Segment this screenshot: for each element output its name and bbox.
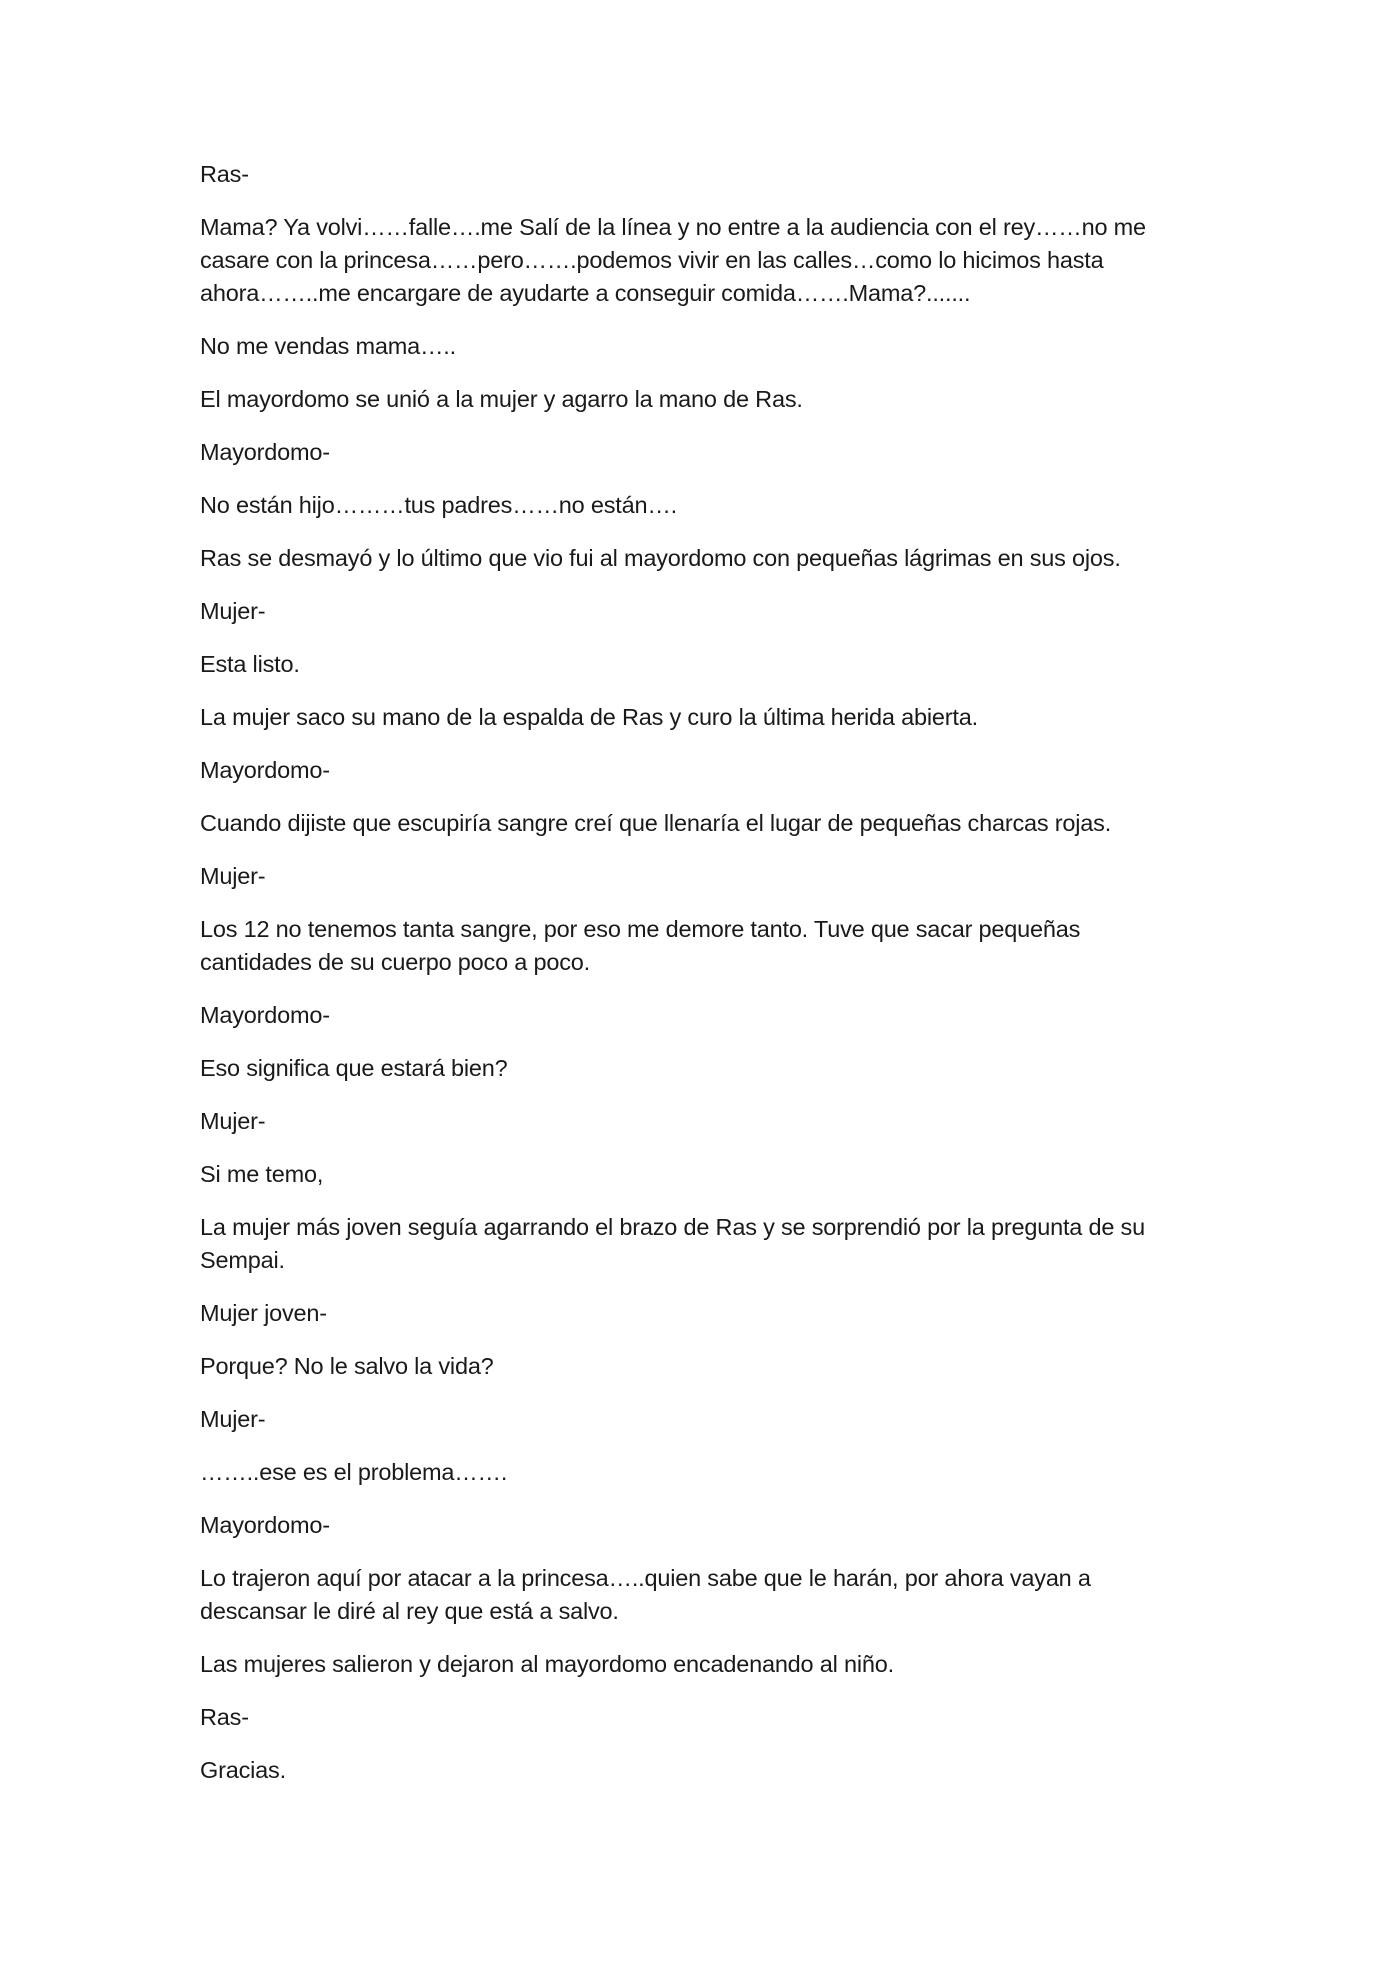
paragraph <box>200 436 1170 469</box>
text-line: descansar le diré al rey que está a salvo. <box>200 1598 619 1624</box>
text-line: Mayordomo- <box>200 757 330 783</box>
text-line: Mayordomo- <box>200 439 330 465</box>
text-line: ……..ese es el problema……. <box>200 1459 508 1485</box>
paragraph <box>200 807 1170 840</box>
paragraph <box>200 1158 1170 1191</box>
paragraph <box>200 158 1170 191</box>
paragraph <box>200 1562 1170 1628</box>
paragraph <box>200 754 1170 787</box>
paragraph <box>200 211 1170 310</box>
paragraph <box>200 1701 1170 1734</box>
text-line: casare con la princesa……pero…….podemos vivir en las calles…como lo hicimos hasta <box>200 247 1104 273</box>
paragraph <box>200 1456 1170 1489</box>
text-line: Si me temo, <box>200 1161 324 1187</box>
paragraph <box>200 913 1170 979</box>
text-line: Eso significa que estará bien? <box>200 1055 508 1081</box>
text-line: No están hijo………tus padres……no están…. <box>200 492 677 518</box>
text-line: La mujer más joven seguía agarrando el brazo de Ras y se sorprendió por la pregunta de su <box>200 1214 1145 1240</box>
text-line: Porque? No le salvo la vida? <box>200 1353 494 1379</box>
text-line: Mujer joven- <box>200 1300 327 1326</box>
paragraph <box>200 383 1170 416</box>
paragraph <box>200 1754 1170 1787</box>
text-line: Mayordomo- <box>200 1002 330 1028</box>
text-line: Mujer- <box>200 598 266 624</box>
text-line: Ras se desmayó y lo último que vio fui al mayordomo con pequeñas lágrimas en sus ojos. <box>200 545 1121 571</box>
document-body <box>200 158 1170 1807</box>
paragraph <box>200 595 1170 628</box>
text-line: cantidades de su cuerpo poco a poco. <box>200 949 590 975</box>
paragraph <box>200 860 1170 893</box>
paragraph <box>200 1105 1170 1138</box>
text-line: Mayordomo- <box>200 1512 330 1538</box>
text-line: No me vendas mama….. <box>200 333 456 359</box>
text-line: Lo trajeron aquí por atacar a la princesa…..quien sabe que le harán, por ahora vayan a <box>200 1565 1091 1591</box>
paragraph <box>200 701 1170 734</box>
text-line: Mujer- <box>200 1406 266 1432</box>
paragraph <box>200 1648 1170 1681</box>
text-line: Esta listo. <box>200 651 300 677</box>
paragraph <box>200 1052 1170 1085</box>
text-line: Mujer- <box>200 863 266 889</box>
paragraph <box>200 542 1170 575</box>
paragraph <box>200 1350 1170 1383</box>
text-line: Sempai. <box>200 1247 285 1273</box>
paragraph <box>200 999 1170 1032</box>
text-line: Las mujeres salieron y dejaron al mayordomo encadenando al niño. <box>200 1651 894 1677</box>
paragraph <box>200 489 1170 522</box>
paragraph <box>200 1509 1170 1542</box>
paragraph <box>200 1297 1170 1330</box>
paragraph <box>200 330 1170 363</box>
paragraph <box>200 1211 1170 1277</box>
text-line: Cuando dijiste que escupiría sangre creí que llenaría el lugar de pequeñas charcas rojas. <box>200 810 1112 836</box>
text-line: ahora……..me encargare de ayudarte a conseguir comida…….Mama?....... <box>200 280 971 306</box>
text-line: Mujer- <box>200 1108 266 1134</box>
text-line: El mayordomo se unió a la mujer y agarro la mano de Ras. <box>200 386 803 412</box>
text-line: Ras- <box>200 161 249 187</box>
text-line: Gracias. <box>200 1757 286 1783</box>
text-line: Los 12 no tenemos tanta sangre, por eso me demore tanto. Tuve que sacar pequeñas <box>200 916 1081 942</box>
paragraph <box>200 1403 1170 1436</box>
text-line: Mama? Ya volvi……falle….me Salí de la línea y no entre a la audiencia con el rey……no me <box>200 214 1146 240</box>
paragraph <box>200 648 1170 681</box>
text-line: Ras- <box>200 1704 249 1730</box>
text-line: La mujer saco su mano de la espalda de Ras y curo la última herida abierta. <box>200 704 978 730</box>
